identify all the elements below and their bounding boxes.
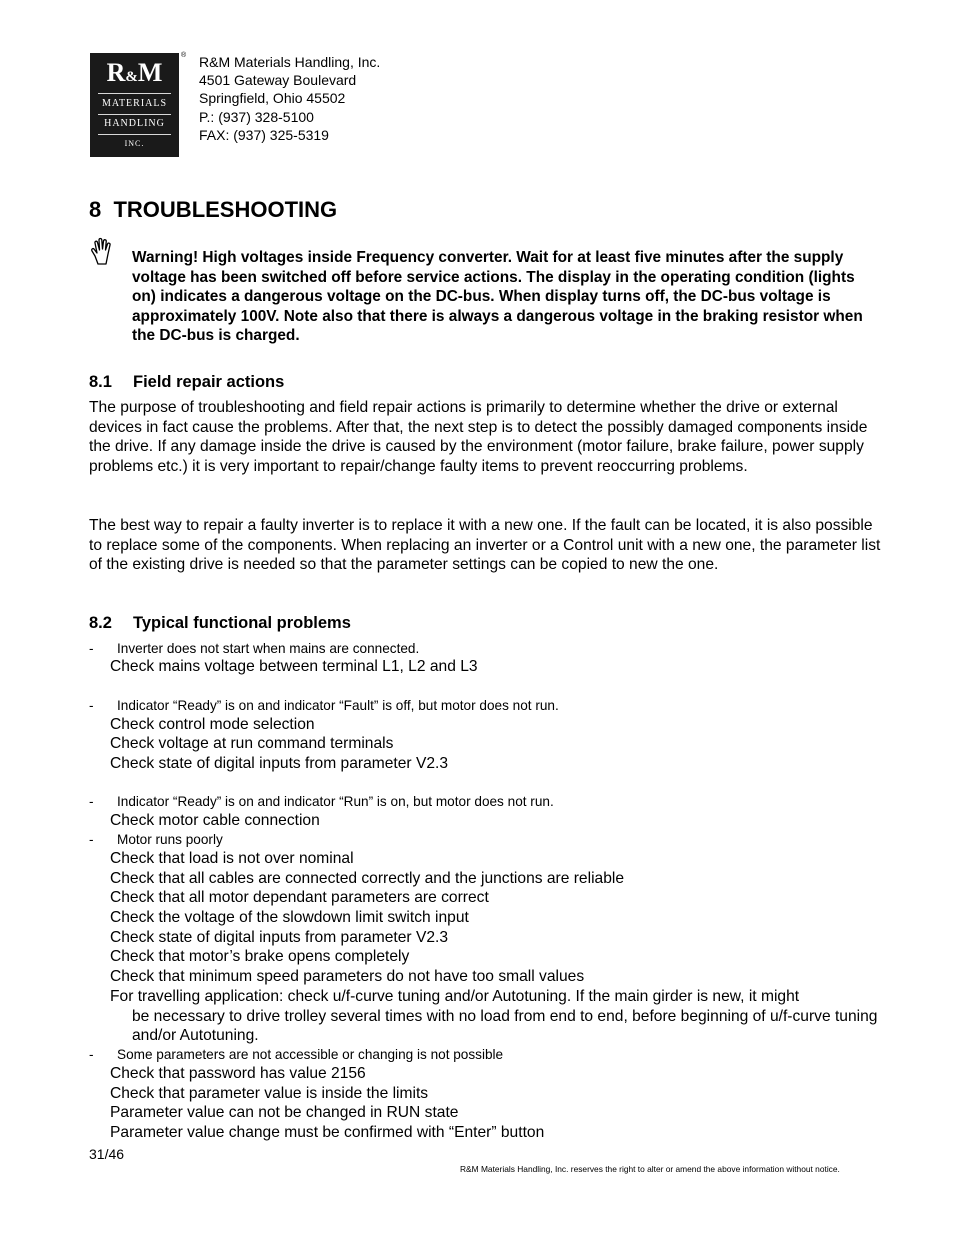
page-number: 31/46	[89, 1146, 125, 1162]
footer-notice: R&M Materials Handling, Inc. reserves the right to alter or amend the above information without notice.	[460, 1164, 840, 1174]
check-item: Check state of digital inputs from parameter V2.3	[110, 929, 449, 946]
check-item: Check that minimum speed parameters do not have too small values	[110, 968, 585, 985]
logo-monogram: R&M	[106, 58, 163, 87]
subsection-heading-8-1: 8.1 Field repair actions	[89, 373, 285, 391]
company-street: 4501 Gateway Boulevard	[199, 72, 357, 89]
check-item: Check voltage at run command terminals	[110, 735, 394, 752]
logo-handling: HANDLING	[104, 118, 165, 129]
problem-item: - Inverter does not start when mains are connected.	[89, 641, 420, 656]
check-item: Check that load is not over nominal	[110, 850, 354, 867]
pointing-hand-icon	[89, 237, 117, 267]
check-item: Check control mode selection	[110, 716, 315, 733]
logo-rule	[98, 93, 171, 94]
check-item: Check the voltage of the slowdown limit switch input	[110, 909, 469, 926]
problem-item: - Some parameters are not accessible or changing is not possible	[89, 1047, 504, 1062]
company-address	[199, 53, 380, 144]
check-item: Check motor cable connection	[110, 812, 320, 829]
logo-rule	[98, 114, 171, 115]
section-title: TROUBLESHOOTING	[113, 197, 338, 222]
check-item: Check that password has value 2156	[110, 1065, 366, 1082]
subsection-heading-8-2: 8.2 Typical functional problems	[89, 614, 351, 632]
company-name: R&M Materials Handling, Inc.	[199, 54, 381, 70]
check-item: Check that all motor dependant parameters are correct	[110, 889, 489, 906]
paragraph-repair: The best way to repair a faulty inverter is to replace it with a new one. If the fault can be located, it is also possible to replace some of the components. When replacing an inverter or a Control unit with a new one, the parameter list of the existing drive is needed so that the parameter settings can be copied to new the one.	[89, 517, 881, 574]
paragraph-purpose: The purpose of troubleshooting and field repair actions is primarily to determine whether the drive or external devices in fact cause the problems. After that, the next step is to detect the possibly damaged components inside the drive. If any damage inside the drive is caused by the environment (motor failure, brake failure, power supply problems etc.) it is very important to repair/change faulty items to prevent reoccurring problems.	[89, 399, 868, 476]
problem-item: - Indicator “Ready” is on and indicator “Run” is on, but motor does not run.	[89, 794, 554, 809]
company-logo	[90, 53, 179, 157]
check-item: Parameter value change must be confirmed with “Enter” button	[110, 1124, 545, 1141]
section-number: 8	[89, 197, 102, 222]
check-item: Check that all cables are connected correctly and the junctions are reliable	[110, 870, 625, 887]
company-phone: P.: (937) 328-5100	[199, 108, 314, 125]
section-heading	[89, 197, 337, 223]
warning-text: Warning! High voltages inside Frequency converter. Wait for at least five minutes after the supply voltage has been switched off before service actions. The display in the operating condition (lights on) indicates a dangerous voltage on the DC-bus. When display turns off, the DC-bus voltage is approximately 100V. Note also that there is always a dangerous voltage in the braking resistor when the DC-bus is charged.	[132, 249, 863, 345]
check-item: Check that parameter value is inside the limits	[110, 1085, 429, 1102]
registered-mark: ®	[181, 52, 187, 59]
check-item-long: For travelling application: check u/f-curve tuning and/or Autotuning. If the main girder is new, it might be necessary to drive trolley several times with no load from end to end, before beginning of u/f-curve tuning and/or Autotuning.	[110, 988, 878, 1045]
check-item: Check state of digital inputs from parameter V2.3	[110, 755, 449, 772]
logo-materials: MATERIALS	[101, 98, 168, 109]
problem-item: - Indicator “Ready” is on and indicator “Fault” is off, but motor does not run.	[89, 698, 559, 713]
check-item: Check that motor’s brake opens completely	[110, 948, 410, 965]
company-city: Springfield, Ohio 45502	[199, 90, 346, 107]
problem-item: - Motor runs poorly	[89, 832, 223, 847]
logo-rule	[98, 134, 171, 135]
check-item: Check mains voltage between terminal L1, L2 and L3	[110, 658, 478, 675]
check-item: Parameter value can not be changed in RUN state	[110, 1104, 459, 1121]
company-fax: FAX: (937) 325-5319	[199, 126, 329, 143]
logo-inc: INC.	[124, 139, 145, 148]
